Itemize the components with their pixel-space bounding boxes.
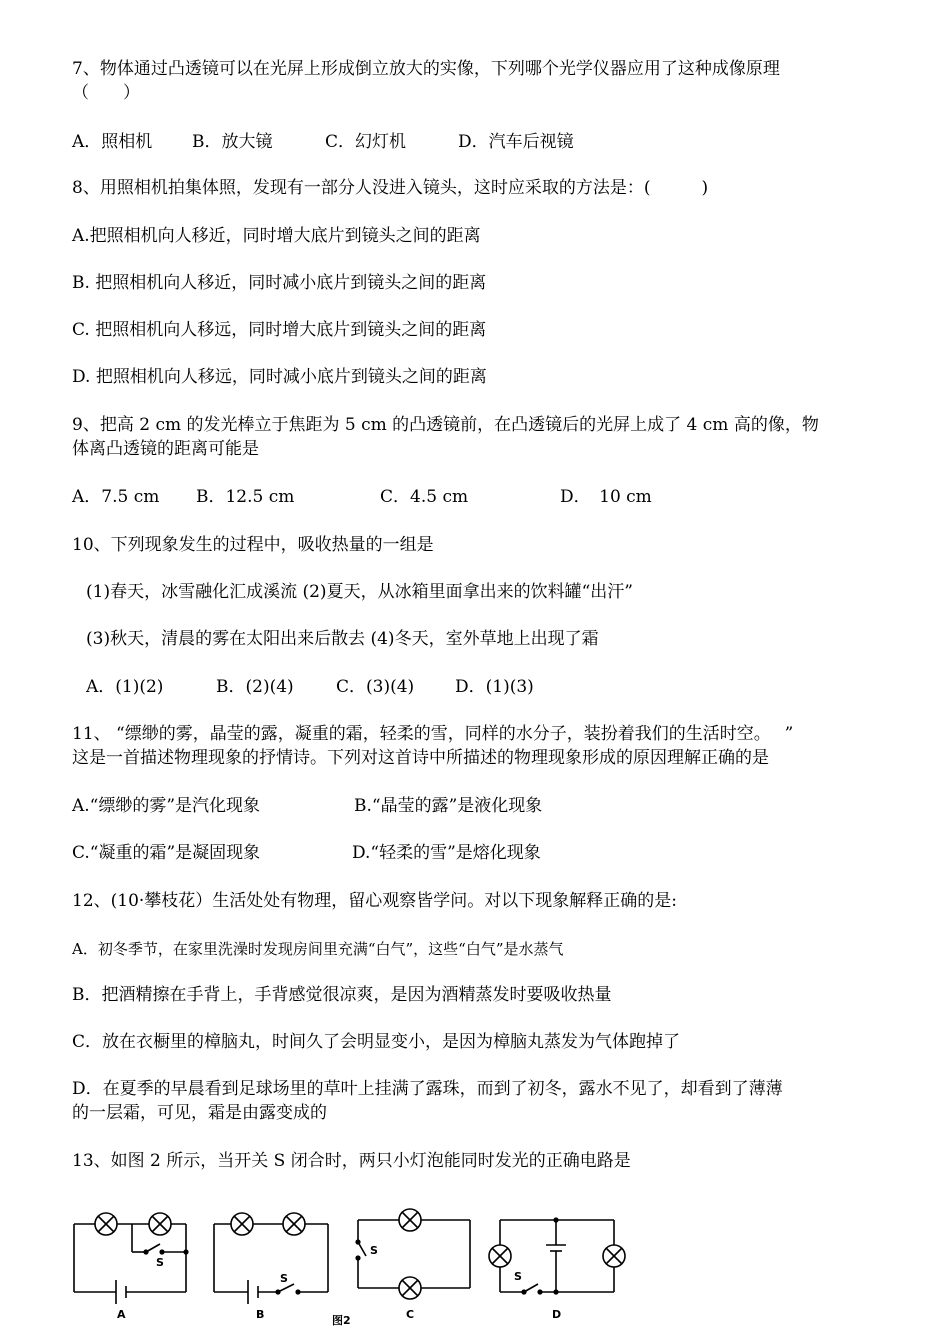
q9-option-c: C．4.5 cm xyxy=(380,487,469,507)
q12-option-b: B．把酒精擦在手背上，手背感觉很凉爽，是因为酒精蒸发时要吸收热量 xyxy=(72,985,612,1005)
circuit-diagrams-figure xyxy=(60,1200,640,1340)
q9-option-b: B．12.5 cm xyxy=(196,487,295,507)
q11-option-c: C.“凝重的霜”是凝固现象 xyxy=(72,843,261,863)
q9-stem-line1: 9、把高 2 cm 的发光棒立于焦距为 5 cm 的凸透镜前，在凸透镜后的光屏上成了 4 cm 高的像，物 xyxy=(72,415,819,435)
q10-option-d: D．(1)(3) xyxy=(455,677,534,697)
circuit-b xyxy=(214,1224,328,1304)
circuit-a-bulb-1 xyxy=(95,1213,117,1235)
circuit-c-switch-label: S xyxy=(370,1244,378,1257)
q11-option-d: D.“轻柔的雪”是熔化现象 xyxy=(352,843,541,863)
circuit-c-label: C xyxy=(406,1308,415,1321)
circuit-b-bulb-1 xyxy=(231,1213,253,1235)
q12-option-a: A．初冬季节，在家里洗澡时发现房间里充满“白气”，这些“白气”是水蒸气 xyxy=(72,940,564,958)
circuit-c-bulb-2 xyxy=(399,1277,421,1299)
circuit-d-switch-label: S xyxy=(514,1270,522,1283)
circuit-a-switch-label: S xyxy=(156,1256,164,1269)
circuit-d-label: D xyxy=(552,1308,562,1321)
q10-option-b: B．(2)(4) xyxy=(216,677,294,697)
q9-stem-line2: 体离凸透镜的距离可能是 xyxy=(72,439,259,459)
q10-option-a: A．(1)(2) xyxy=(86,677,164,697)
circuit-b-switch-label: S xyxy=(280,1272,288,1285)
q13-stem: 13、如图 2 所示，当开关 S 闭合时，两只小灯泡能同时发光的正确电路是 xyxy=(72,1151,631,1171)
q12-option-d-line1: D．在夏季的早晨看到足球场里的草叶上挂满了露珠，而到了初冬，露水不见了，却看到了薄薄 xyxy=(72,1079,783,1099)
circuit-a-bulb-2 xyxy=(149,1213,171,1235)
q7-stem-line1: 7、物体通过凸透镜可以在光屏上形成倒立放大的实像，下列哪个光学仪器应用了这种成像原理 xyxy=(72,59,780,79)
q10-phenomena-line1: (1)春天，冰雪融化汇成溪流 (2)夏天，从冰箱里面拿出来的饮料罐“出汗” xyxy=(86,582,633,602)
circuit-b-label: B xyxy=(256,1308,265,1321)
q8-option-c: C. 把照相机向人移远，同时增大底片到镜头之间的距离 xyxy=(72,320,487,340)
q8-stem: 8、用照相机拍集体照，发现有一部分人没进入镜头，这时应采取的方法是：( ) xyxy=(72,178,709,198)
q7-option-d: D．汽车后视镜 xyxy=(458,132,574,152)
q12-option-c: C．放在衣橱里的樟脑丸，时间久了会明显变小，是因为樟脑丸蒸发为气体跑掉了 xyxy=(72,1032,681,1052)
q7-option-a: A．照相机 xyxy=(72,132,153,152)
q11-stem-line2: 这是一首描述物理现象的抒情诗。下列对这首诗中所描述的物理现象形成的原因理解正确的是 xyxy=(72,748,769,768)
q7-option-b: B．放大镜 xyxy=(192,132,273,152)
q11-option-b: B.“晶莹的露”是液化现象 xyxy=(354,796,543,816)
circuit-b-bulb-2 xyxy=(283,1213,305,1235)
q8-option-b: B. 把照相机向人移近，同时减小底片到镜头之间的距离 xyxy=(72,273,487,293)
circuit-d-bulb-1 xyxy=(489,1245,511,1267)
q12-stem: 12、(10·攀枝花）生活处处有物理，留心观察皆学问。对以下现象解释正确的是: xyxy=(72,891,678,911)
q10-stem: 10、下列现象发生的过程中，吸收热量的一组是 xyxy=(72,535,434,555)
q10-phenomena-line2: (3)秋天，清晨的雾在太阳出来后散去 (4)冬天，室外草地上出现了霜 xyxy=(86,629,599,649)
figure-caption: 图2 xyxy=(332,1314,351,1327)
circuit-a-label: A xyxy=(117,1308,126,1321)
q10-option-c: C．(3)(4) xyxy=(336,677,415,697)
circuit-d-bulb-2 xyxy=(603,1245,625,1267)
q12-option-d-line2: 的一层霜，可见，霜是由露变成的 xyxy=(72,1103,327,1123)
circuit-a xyxy=(74,1224,188,1304)
q7-option-c: C．幻灯机 xyxy=(325,132,407,152)
q7-stem-line2: （ ） xyxy=(72,83,140,103)
q11-stem-line1: 11、 “缥缈的雾，晶莹的露，凝重的霜，轻柔的雪，同样的水分子，装扮着我们的生活时空。 ” xyxy=(72,724,794,744)
q8-option-d: D. 把照相机向人移远，同时减小底片到镜头之间的距离 xyxy=(72,367,487,387)
q9-option-d: D． 10 cm xyxy=(560,487,652,507)
q9-option-a: A．7.5 cm xyxy=(72,487,160,507)
q8-option-a: A.把照相机向人移近，同时增大底片到镜头之间的距离 xyxy=(72,226,481,246)
q11-option-a: A.“缥缈的雾”是汽化现象 xyxy=(72,796,261,816)
circuit-c-bulb-1 xyxy=(399,1209,421,1231)
